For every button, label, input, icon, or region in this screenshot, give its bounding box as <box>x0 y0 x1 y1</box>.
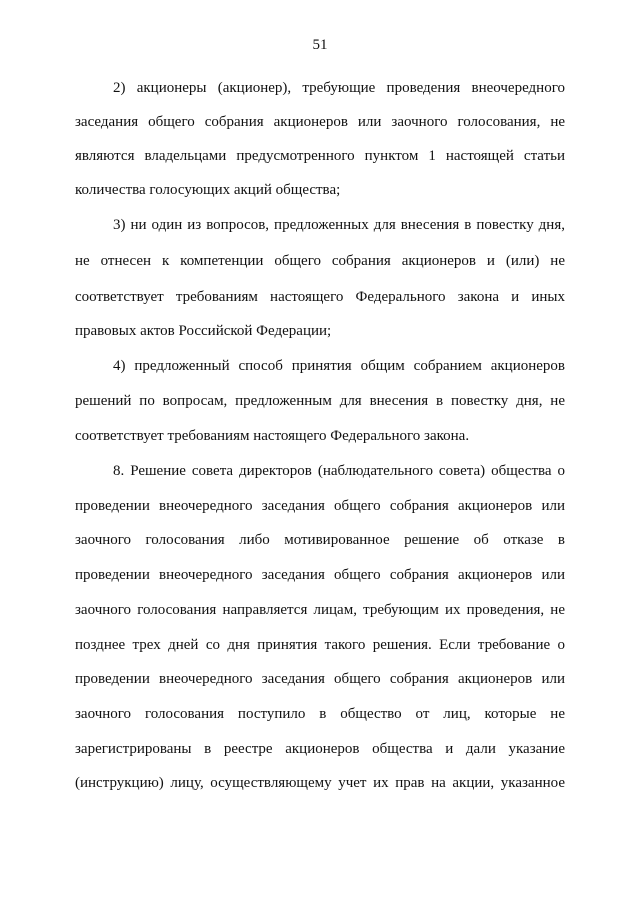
text-line: заочного голосования либо мотивированное решение об отказе в <box>75 532 565 548</box>
text-line: количества голосующих акций общества; <box>75 182 341 198</box>
text-line: 2) акционеры (акционер), требующие проведения внеочередного <box>113 80 565 96</box>
text-line: проведении внеочередного заседания общего собрания акционеров или <box>75 567 565 583</box>
text-line: заочного голосования поступило в общество от лиц, которые не <box>75 706 565 722</box>
text-line: соответствует требованиям настоящего Федерального закона и иных <box>75 289 565 305</box>
text-line: соответствует требованиям настоящего Федерального закона. <box>75 428 470 444</box>
text-line: 3) ни один из вопросов, предложенных для внесения в повестку дня, <box>113 217 565 233</box>
text-line: позднее трех дней со дня принятия такого решения. Если требование о <box>75 637 565 653</box>
text-line: являются владельцами предусмотренного пунктом 1 настоящей статьи <box>75 148 565 164</box>
text-line: правовых актов Российской Федерации; <box>75 323 332 339</box>
text-line: проведении внеочередного заседания общего собрания акционеров или <box>75 498 565 514</box>
text-line: проведении внеочередного заседания общего собрания акционеров или <box>75 671 565 687</box>
text-line: 8. Решение совета директоров (наблюдательного совета) общества о <box>113 463 565 479</box>
text-line: решений по вопросам, предложенным для внесения в повестку дня, не <box>75 393 565 409</box>
text-line: зарегистрированы в реестре акционеров общества и дали указание <box>75 741 565 757</box>
text-line: не отнесен к компетенции общего собрания акционеров и (или) не <box>75 253 565 269</box>
text-line: заочного голосования направляется лицам, требующим их проведения, не <box>75 602 565 618</box>
text-line: заседания общего собрания акционеров или заочного голосования, не <box>75 114 565 130</box>
page-number: 51 <box>312 37 328 53</box>
text-line: 4) предложенный способ принятия общим собранием акционеров <box>113 358 565 374</box>
text-line: (инструкцию) лицу, осуществляющему учет их прав на акции, указанное <box>75 775 565 791</box>
